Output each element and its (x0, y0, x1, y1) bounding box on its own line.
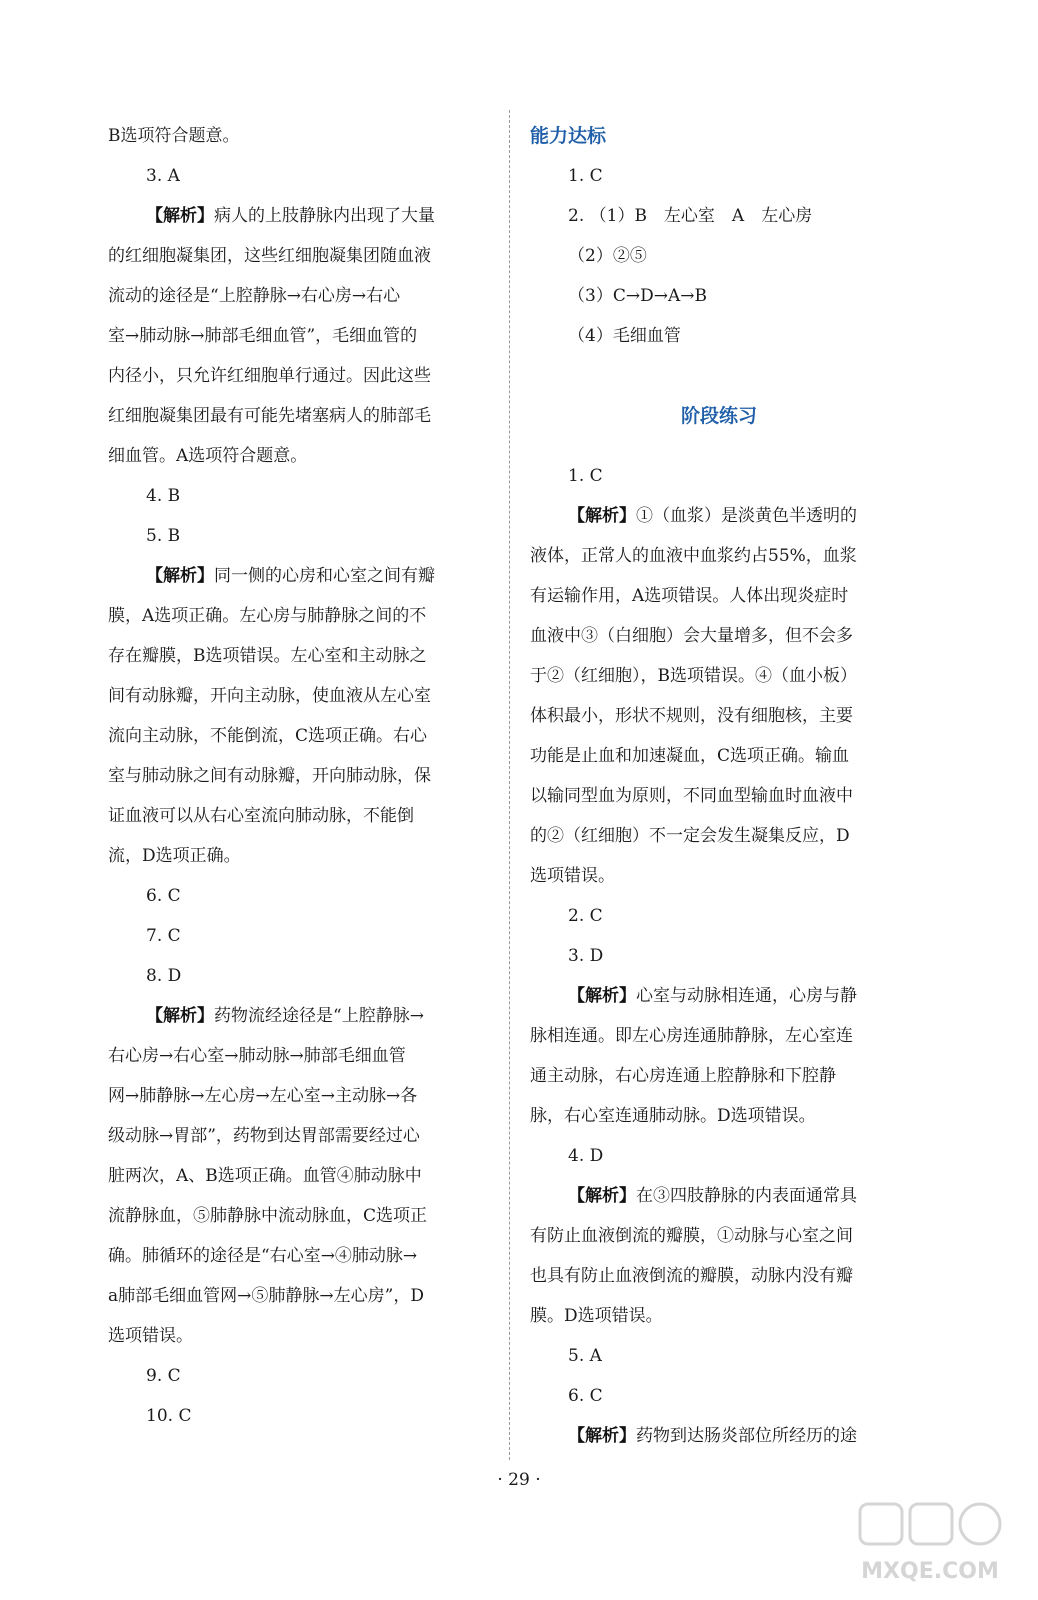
text-line: 的②（红细胞）不一定会发生凝集反应，D (530, 826, 850, 846)
text-line: 的红细胞凝集团，这些红细胞凝集团随血液 (108, 246, 431, 266)
text-line: 证血液可以从右心室流向肺动脉，不能倒 (108, 806, 414, 826)
answer-9: 9. C (146, 1366, 181, 1386)
text-line: 于②（红细胞），B选项错误。④（血小板） (530, 666, 857, 686)
ability-answer-2: 2. （1）B 左心室 A 左心房 (568, 206, 813, 226)
practice-analysis-3 (530, 976, 908, 1136)
watermark-text: MXQE.COM (861, 1559, 999, 1584)
ability-answer-2-3: （3）C→D→A→B (568, 286, 707, 306)
text-line: 脏两次，A、B选项正确。血管④肺动脉中 (108, 1166, 422, 1186)
text-line: 网→肺静脉→左心房→左心室→主动脉→各 (108, 1086, 418, 1106)
text-line: 有运输作用，A选项错误。人体出现炎症时 (530, 586, 849, 606)
page-number: · 29 · (497, 1470, 541, 1490)
right-column (530, 116, 908, 1456)
column-divider (509, 110, 510, 1460)
text-line: 红细胞凝集团最有可能先堵塞病人的肺部毛 (108, 406, 431, 426)
analysis-3 (108, 196, 486, 476)
answer-10: 10. C (146, 1406, 192, 1426)
text-line: 室→肺动脉→肺部毛细血管”，毛细血管的 (108, 326, 418, 346)
text-line: 级动脉→胃部”，药物到达胃部需要经过心 (108, 1126, 420, 1146)
text-line: 内径小，只允许红细胞单行通过。因此这些 (108, 366, 431, 386)
answer-6: 6. C (146, 886, 181, 906)
analysis-tag: 【解析】 (568, 506, 636, 526)
analysis-tag: 【解析】 (568, 986, 636, 1006)
text-line: 确。肺循环的途径是“右心室→④肺动脉→ (108, 1246, 418, 1266)
ability-answer-2-4: （4）毛细血管 (568, 326, 681, 346)
practice-answer-6: 6. C (568, 1386, 603, 1406)
left-column (108, 116, 486, 1436)
text-line: 流动的途径是“上腔静脉→右心房→右心 (108, 286, 401, 306)
text-line: 流，D选项正确。 (108, 846, 241, 866)
section-title-practice: 阶段练习 (680, 405, 757, 427)
answer-5: 5. B (146, 526, 181, 546)
analysis-5 (108, 556, 486, 876)
analysis-tag: 【解析】 (568, 1426, 636, 1446)
ability-answer-2-2: （2）②⑤ (568, 246, 647, 266)
analysis-tag: 【解析】 (146, 566, 214, 586)
answer-3: 3. A (146, 166, 180, 186)
text-line: 膜。D选项错误。 (530, 1306, 663, 1326)
text-line: 液体，正常人的血液中血浆约占55%，血浆 (530, 546, 857, 566)
practice-analysis-4 (530, 1176, 908, 1336)
analysis-tag: 【解析】 (146, 1006, 214, 1026)
text-line: 流静脉血，⑤肺静脉中流动脉血，C选项正 (108, 1206, 428, 1226)
analysis-tag: 【解析】 (568, 1186, 636, 1206)
text-line: 药物流经途径是“上腔静脉→ (214, 1006, 424, 1026)
text-line: B选项符合题意。 (108, 126, 240, 146)
text-line: 膜，A选项正确。左心房与肺静脉之间的不 (108, 606, 427, 626)
section-title-ability: 能力达标 (530, 125, 607, 147)
text-line: 也具有防止血液倒流的瓣膜，动脉内没有瓣 (530, 1266, 853, 1286)
answer-7: 7. C (146, 926, 181, 946)
text-line: ①（血浆）是淡黄色半透明的 (636, 506, 857, 526)
text-line: 选项错误。 (108, 1326, 193, 1346)
text-line: 选项错误。 (530, 866, 615, 886)
practice-answer-5: 5. A (568, 1346, 602, 1366)
text-line: 血液中③（白细胞）会大量增多，但不会多 (530, 626, 853, 646)
text-line: 通主动脉，右心房连通上腔静脉和下腔静 (530, 1066, 836, 1086)
text-line: 有防止血液倒流的瓣膜，①动脉与心室之间 (530, 1226, 853, 1246)
watermark-logo (840, 1498, 1020, 1588)
text-line: 体积最小，形状不规则，没有细胞核，主要 (530, 706, 853, 726)
answer-8: 8. D (146, 966, 182, 986)
text-line: 脉相连通。即左心房连通肺静脉，左心室连 (530, 1026, 853, 1046)
practice-answer-1: 1. C (568, 466, 603, 486)
text-line: 脉，右心室连通肺动脉。D选项错误。 (530, 1106, 816, 1126)
text-line: 细血管。A选项符合题意。 (108, 446, 308, 466)
text-line: 流向主动脉，不能倒流，C选项正确。右心 (108, 726, 428, 746)
analysis-8 (108, 996, 486, 1356)
analysis-tag: 【解析】 (146, 206, 214, 226)
practice-answer-4: 4. D (568, 1146, 604, 1166)
text-line: 存在瓣膜，B选项错误。左心室和主动脉之 (108, 646, 427, 666)
answer-4: 4. B (146, 486, 181, 506)
text-line: 右心房→右心室→肺动脉→肺部毛细血管 (108, 1046, 406, 1066)
practice-analysis-6 (530, 1416, 908, 1456)
text-line: 以输同型血为原则，不同血型输血时血液中 (530, 786, 853, 806)
text-line: 在③四肢静脉的内表面通常具 (636, 1186, 857, 1206)
text-line: 同一侧的心房和心室之间有瓣 (214, 566, 435, 586)
text-line: 功能是止血和加速凝血，C选项正确。输血 (530, 746, 850, 766)
text-line: 药物到达肠炎部位所经历的途 (636, 1426, 857, 1446)
text-line: 心室与动脉相连通，心房与静 (636, 986, 857, 1006)
text-line: 室与肺动脉之间有动脉瓣，开向肺动脉，保 (108, 766, 431, 786)
practice-analysis-1 (530, 496, 908, 896)
text-line: 间有动脉瓣，开向主动脉，使血液从左心室 (108, 686, 431, 706)
ability-answer-1: 1. C (568, 166, 603, 186)
text-line: a肺部毛细血管网→⑤肺静脉→左心房”，D (108, 1286, 424, 1306)
practice-answer-2: 2. C (568, 906, 603, 926)
text-line: 病人的上肢静脉内出现了大量 (214, 206, 435, 226)
practice-answer-3: 3. D (568, 946, 604, 966)
